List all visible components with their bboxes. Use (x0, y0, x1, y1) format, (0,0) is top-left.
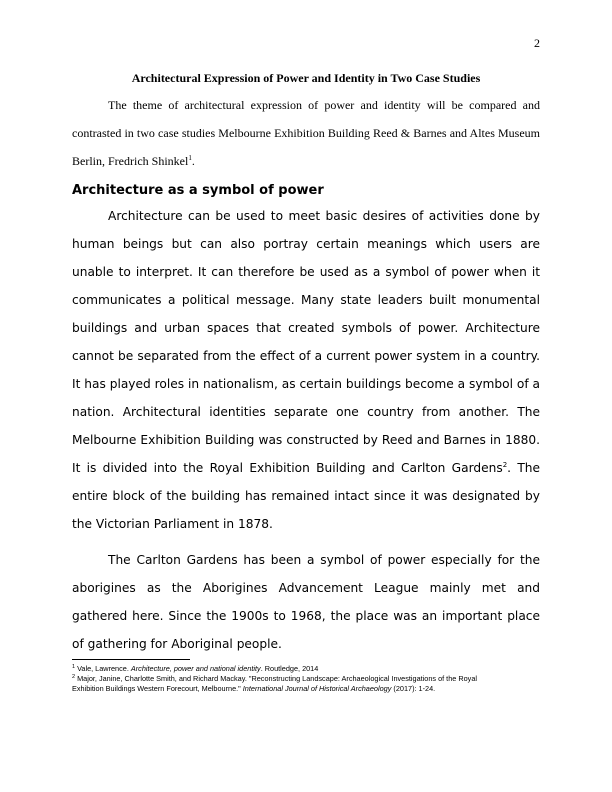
footnote-2-journal: International Journal of Historical Archaeology (242, 684, 392, 693)
section-heading: Architecture as a symbol of power (72, 183, 324, 198)
footnote-2-marker: 2 (72, 673, 76, 680)
intro-end: . (191, 154, 195, 168)
footnote-2-before: Major, Janine, Charlotte Smith, and Richard Mackay. "Reconstructing Landscape: Archaeological Investigations of the Royal Exhibition Buildings Western Forecourt, Melbourne." (72, 674, 478, 693)
footnote-1-marker: 1 (72, 663, 76, 670)
intro-paragraph (72, 91, 540, 175)
document-title: Architectural Expression of Power and Identity in Two Case Studies (131, 71, 481, 85)
footnote-ref-1[interactable]: 1 (188, 154, 192, 162)
footnote-1-after: . Routledge, 2014 (260, 664, 319, 673)
intro-text: The theme of architectural expression of power and identity will be compared and contrasted in two case studies Melbourne Exhibition Building Reed & Barnes and Altes Museum Berlin, Fredrich Shinkel (72, 98, 540, 168)
footnote-separator (72, 659, 190, 660)
body-paragraph-2: The Carlton Gardens has been a symbol of power especially for the aborigines as the Aborigines Advancement League mainly met and gathered here. Since the 1900s to 1968, the place was an important place of gathering for Aboriginal people. (72, 553, 540, 651)
footnote-2 (72, 674, 492, 694)
paragraph-1-end: . The entire block of the building has remained intact since it was designated by the Victorian Parliament in 1878. (72, 461, 541, 531)
footnote-1-before: Vale, Lawrence. (77, 664, 131, 673)
footnote-ref-2[interactable]: 2 (502, 460, 508, 469)
footnote-1-title: Architecture, power and national identity (130, 664, 261, 673)
paragraph-1-text: Architecture can be used to meet basic desires of activities done by human beings but can also portray certain meanings which users are unable to interpret. It can therefore be used as a symbol of power when it communicates a political message. Many state leaders built monumental buildings and urban spaces that created symbols of power. Architecture cannot be separated from the effect of a current power system in a country. It has played roles in nationalism, as certain buildings become a symbol of a nation. Architectural identities separate one country from another. The Melbourne Exhibition Building was constructed by Reed and Barnes in 1880. It is divided into the Royal Exhibition Building and Carlton Gardens (72, 209, 540, 475)
page-number: 2 (534, 36, 540, 50)
body-paragraph-1 (72, 202, 540, 538)
footnote-2-after: (2017): 1-24. (391, 684, 436, 693)
footnote-1 (72, 664, 492, 674)
